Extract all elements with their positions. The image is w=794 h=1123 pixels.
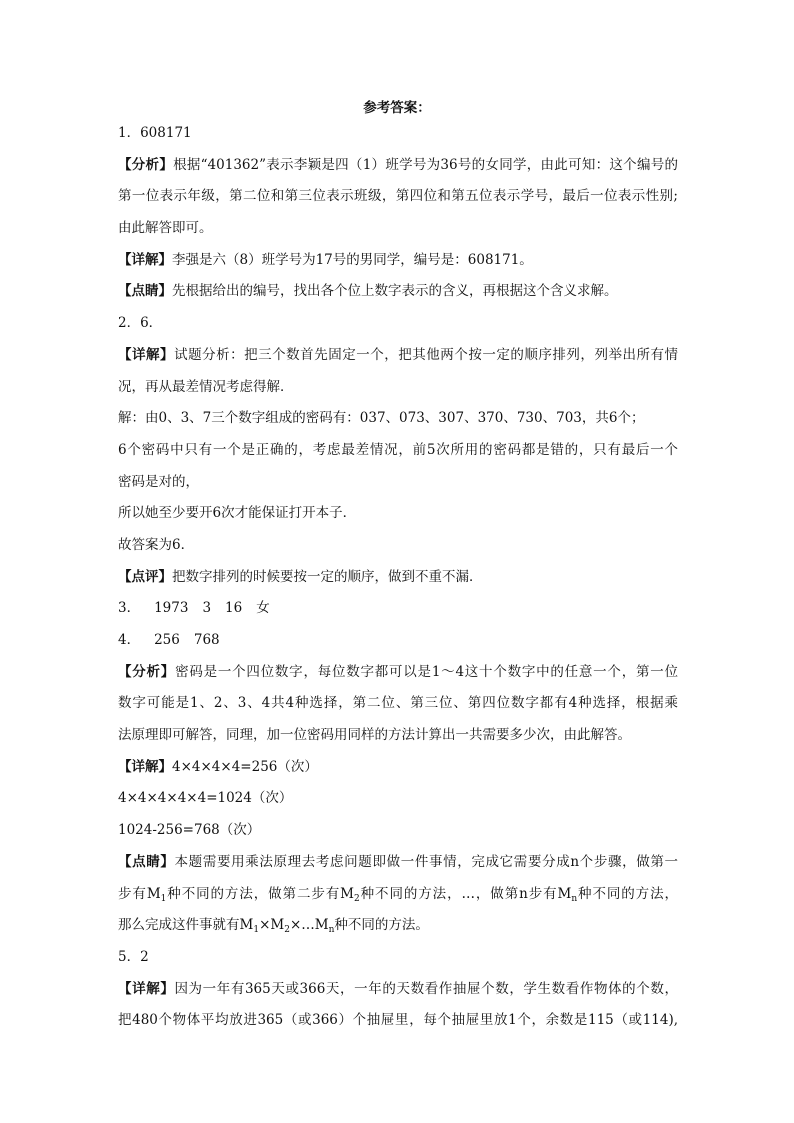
q4-answer: 256 bbox=[154, 632, 180, 648]
q2-detail-line bbox=[118, 344, 678, 366]
subscript: 1 bbox=[160, 893, 167, 904]
q2-solution-line: 密码是对的， bbox=[118, 473, 199, 490]
q2-number: 2．6． bbox=[118, 315, 163, 332]
analysis-tag: 【分析】 bbox=[118, 663, 176, 680]
detail-tag: 【详解】 bbox=[118, 251, 172, 268]
q4-tip-text: 步有M bbox=[118, 885, 161, 902]
detail-tag: 【详解】 bbox=[118, 346, 175, 363]
subscript: n bbox=[328, 925, 335, 936]
q3-answer-line bbox=[118, 597, 678, 619]
q4-tip-text: ×M bbox=[259, 917, 285, 934]
q1-analysis-line: 第一位表示年级，第二位和第三位表示班级，第四位和第五位表示学号，最后一位表示性别; bbox=[118, 188, 678, 205]
q3-answer: 3 bbox=[202, 600, 212, 617]
q4-number: 4． bbox=[118, 632, 141, 648]
page-title: 参考答案： bbox=[363, 100, 431, 116]
q4-analysis-line bbox=[118, 661, 678, 683]
q1-detail-text: 李强是六（8）班学号为17号的男同学，编号是：608171。 bbox=[172, 251, 533, 268]
detail-tag: 【详解】 bbox=[118, 758, 172, 775]
subscript: 2 bbox=[353, 893, 360, 904]
q3-answer: 1973 bbox=[154, 600, 189, 617]
q4-tip-text: ×…M bbox=[289, 917, 329, 934]
analysis-tag: 【分析】 bbox=[118, 156, 174, 173]
q2-solution-line: 故答案为6． bbox=[118, 536, 195, 553]
answer-content bbox=[118, 122, 678, 1041]
q4-detail-line bbox=[118, 756, 678, 778]
q1-tip-line bbox=[118, 280, 678, 302]
q2-comment-line bbox=[118, 566, 678, 588]
q4-detail-line: 1024-256=768（次） bbox=[118, 822, 261, 839]
q4-detail-text: 4×4×4×4=256（次） bbox=[172, 758, 318, 775]
q5-detail-text: 因为一年有365天或366天，一年的天数看作抽屉个数，学生数看作物体的个数， bbox=[174, 980, 678, 997]
q4-tip-line bbox=[118, 883, 678, 905]
q4-answer: 768 bbox=[193, 632, 220, 648]
q4-analysis-line: 数字可能是1、2、3、4共4种选择，第二位、第三位、第四位数字都有4种选择，根据乘 bbox=[118, 695, 678, 712]
q3-number: 3． bbox=[118, 600, 141, 617]
q1-number: 1．608171 bbox=[118, 125, 192, 141]
tip-tag: 【点睛】 bbox=[118, 853, 175, 870]
q3-answer: 16 bbox=[225, 600, 243, 617]
q4-tip-text: 种不同的方法，做第二步有M bbox=[166, 885, 354, 902]
q3-answer: 女 bbox=[256, 600, 270, 617]
q2-detail-line: 况，再从最差情况考虑得解． bbox=[118, 378, 294, 395]
q1-detail-line bbox=[118, 249, 678, 271]
q4-tip-line bbox=[118, 914, 678, 936]
q5-number: 5．2 bbox=[118, 948, 149, 965]
q4-tip-line bbox=[118, 851, 678, 873]
q4-answer-line bbox=[118, 629, 678, 651]
q4-detail-line: 4×4×4×4×4=1024（次） bbox=[118, 790, 293, 807]
q4-analysis-text: 密码是一个四位数字，每位数字都可以是1～4这十个数字中的任意一个，第一位 bbox=[175, 663, 678, 680]
detail-tag: 【详解】 bbox=[118, 980, 175, 997]
subscript: 2 bbox=[284, 925, 290, 936]
tip-tag: 【点睛】 bbox=[118, 283, 172, 300]
q1-analysis-text: 根据“401362”表示李颖是四（1）班学号为36号的女同学，由此可知：这个编号的 bbox=[173, 156, 679, 173]
q2-solution-line: 6个密码中只有一个是正确的，考虑最差情况，前5次所用的密码都是错的，只有最后一个 bbox=[118, 441, 678, 458]
q4-tip-text: 种不同的方法， bbox=[577, 885, 678, 902]
subscript: 1 bbox=[253, 925, 260, 936]
q1-tip-text: 先根据给出的编号，找出各个位上数字表示的含义，再根据这个含义求解。 bbox=[172, 283, 618, 300]
q4-tip-text: 那么完成这件事就有M bbox=[118, 917, 254, 934]
q4-tip-text: 种不同的方法。 bbox=[334, 917, 429, 934]
q5-detail-line: 把480个物体平均放进365（或366）个抽屉里，每个抽屉里放1个，余数是115（或114), bbox=[118, 1012, 678, 1029]
comment-tag: 【点评】 bbox=[118, 568, 172, 585]
q1-analysis-line bbox=[118, 154, 678, 176]
q1-analysis-line: 由此解答即可。 bbox=[118, 220, 213, 237]
q4-tip-text: 本题需要用乘法原理去考虑问题即做一件事情，完成它需要分成n个步骤，做第一 bbox=[174, 853, 678, 870]
q2-comment-text: 把数字排列的时候要按一定的顺序，做到不重不漏． bbox=[172, 568, 483, 585]
q4-analysis-line: 法原理即可解答，同理，加一位密码用同样的方法计算出一共需要多少次，由此解答。 bbox=[118, 727, 631, 744]
q2-solution-line: 所以她至少要开6次才能保证打开本子． bbox=[118, 505, 357, 522]
q4-tip-text: 种不同的方法，…，做第n步有M bbox=[359, 885, 572, 902]
q5-detail-line bbox=[118, 978, 678, 1000]
q2-detail-text: 试题分析：把三个数首先固定一个，把其他两个按一定的顺序排列，列举出所有情 bbox=[174, 346, 679, 363]
q2-solution-line: 解：由0、3、7三个数字组成的密码有：037、073、307、370、730、703，共6个； bbox=[118, 410, 645, 427]
subscript: n bbox=[571, 893, 578, 904]
